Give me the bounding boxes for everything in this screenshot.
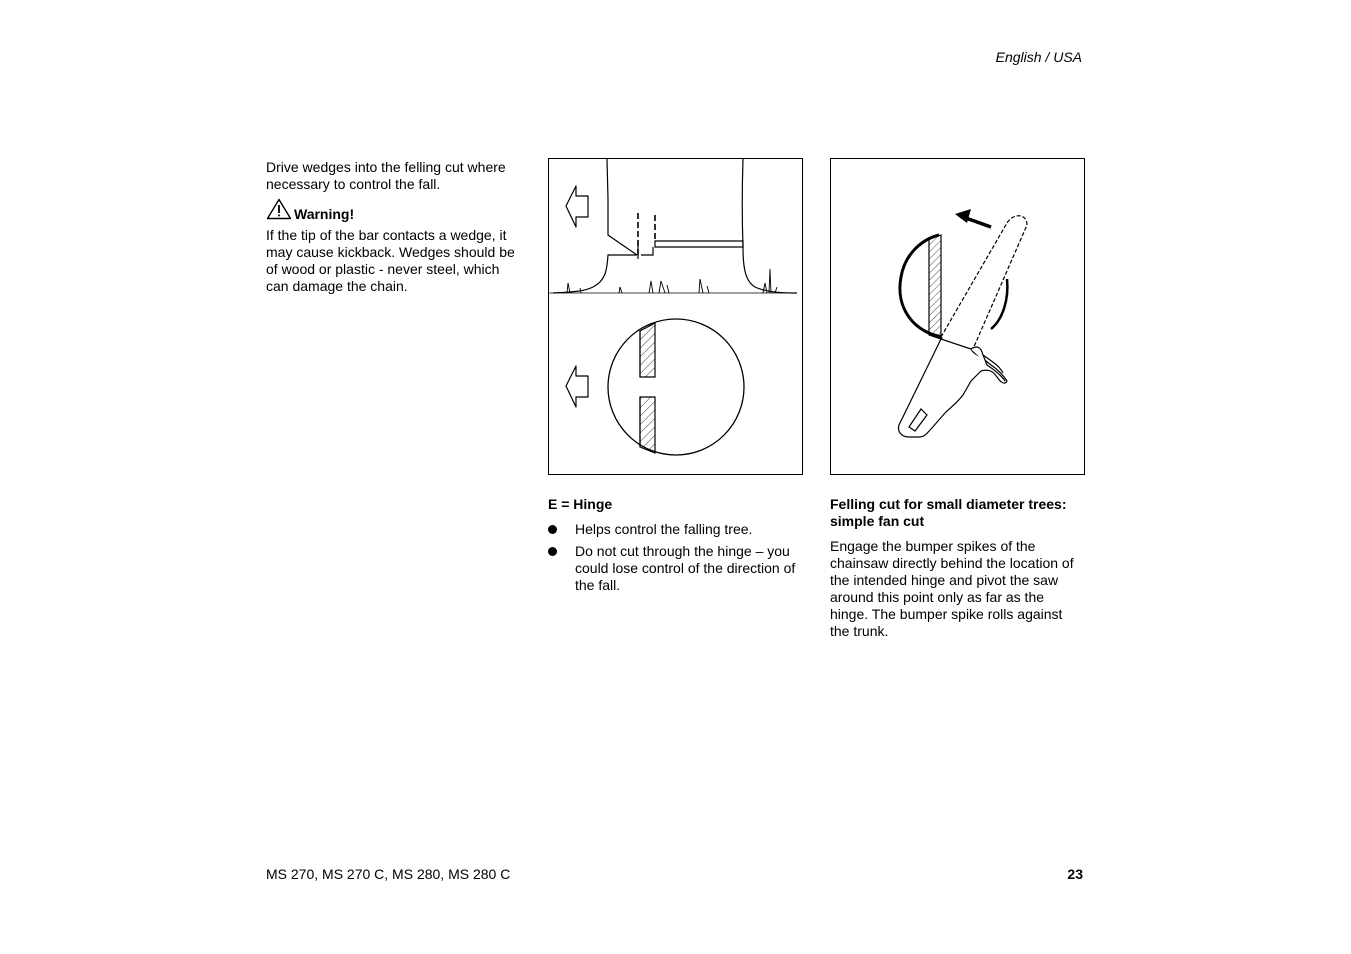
list-item-text: Do not cut through the hinge – you could lose control of the direction of the fall. [575,543,796,593]
fan-cut-heading: Felling cut for small diameter trees: simple fan cut [830,496,1067,529]
hinge-figure [548,158,803,475]
fan-cut-diagram [831,159,1083,473]
list-item-text: Helps control the falling tree. [575,521,753,537]
language-label: English / USA [995,49,1082,65]
list-item [548,543,803,594]
footer-models: MS 270, MS 270 C, MS 280, MS 280 C [266,866,511,882]
hinge-bullet-list [548,521,803,599]
fan-cut-text: Engage the bumper spikes of the chainsaw directly behind the location of the intended hinge and pivot the saw around this point only as far as the hinge. The bumper spike rolls against the trunk. [830,538,1074,639]
warning-text: If the tip of the bar contacts a wedge, it may cause kickback. Wedges should be of wood or plastic - never steel, which can damage the chain. [266,227,515,294]
warning-triangle-icon [266,198,292,223]
page-number: 23 [1067,866,1083,882]
hinge-heading: E = Hinge [548,496,613,512]
left-arrow-icon [566,186,588,227]
hinge-diagram [549,159,801,473]
trunk-top-view [608,319,744,455]
left-arrow-icon [566,366,588,407]
bullet-dot-icon [548,525,557,534]
intro-paragraph: Drive wedges into the felling cut where necessary to control the fall. [266,159,506,192]
fan-cut-figure [830,158,1085,475]
trunk-side-view [549,159,797,293]
rotation-arrow-icon [955,209,991,227]
warning-title: Warning! [294,206,355,222]
warning-heading [266,201,354,223]
list-item [548,521,803,538]
bullet-dot-icon [548,547,557,556]
